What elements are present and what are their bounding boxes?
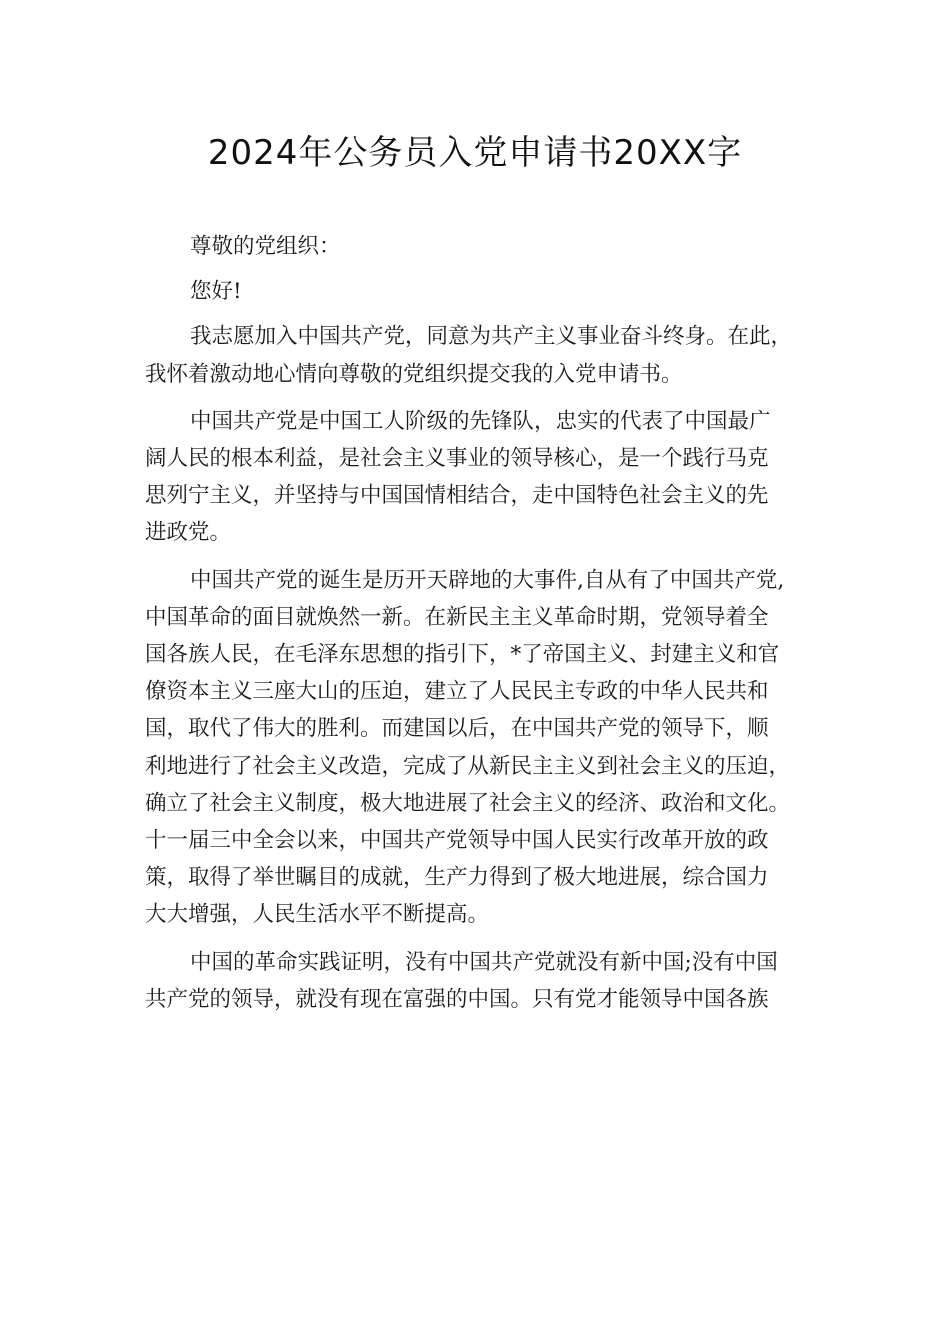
paragraph-4: 中国的革命实践证明，没有中国共产党就没有新中国;没有中国 共产党的领导，就没有现在富强的中国。只有党才能领导中国各族 [145, 949, 778, 1012]
paragraph-1: 我志愿加入中国共产党，同意为共产主义事业奋斗终身。在此， 我怀着激动地心情向尊敬的党组织提交我的入党申请书。 [145, 324, 793, 387]
paragraph-2: 中国共产党是中国工人阶级的先锋队，忠实的代表了中国最广 阔人民的根本利益，是社会主义事业的领导核心，是一个践行马克 思列宁主义，并坚持与中国国情相结合，走中国特色社会主义的先 进政党。 [145, 408, 771, 546]
document-body [145, 228, 825, 1028]
greeting: 您好! [190, 279, 242, 305]
document-title: 2024年公务员入党申请书20XX字 [207, 133, 743, 173]
paragraph-3: 中国共产党的诞生是历开天辟地的大事件,自从有了中国共产党, 中国革命的面目就焕然一新。在新民主主义革命时期，党领导着全 国各族人民，在毛泽东思想的指引下，*了帝国主义、封建主义和官 僚资本主义三座大山的压迫，建立了人民民主专政的中华人民共和 国，取代了伟大的胜利。而建国以后，在中国共产党的领导下，顺 利地进行了社会主义改造，完成了从新民主主义到社会主义的压迫， 确立了社会主义制度，极大地进展了社会主义的经济、政治和文化。 十一届三中全会以来，中国共产党领导中国人民实行改革开放的政 策，取得了举世瞩目的成就，生产力得到了极大地进展，综合国力 大大增强，人民生活水平不断提高。 [145, 567, 791, 928]
salutation: 尊敬的党组织： [190, 234, 341, 259]
